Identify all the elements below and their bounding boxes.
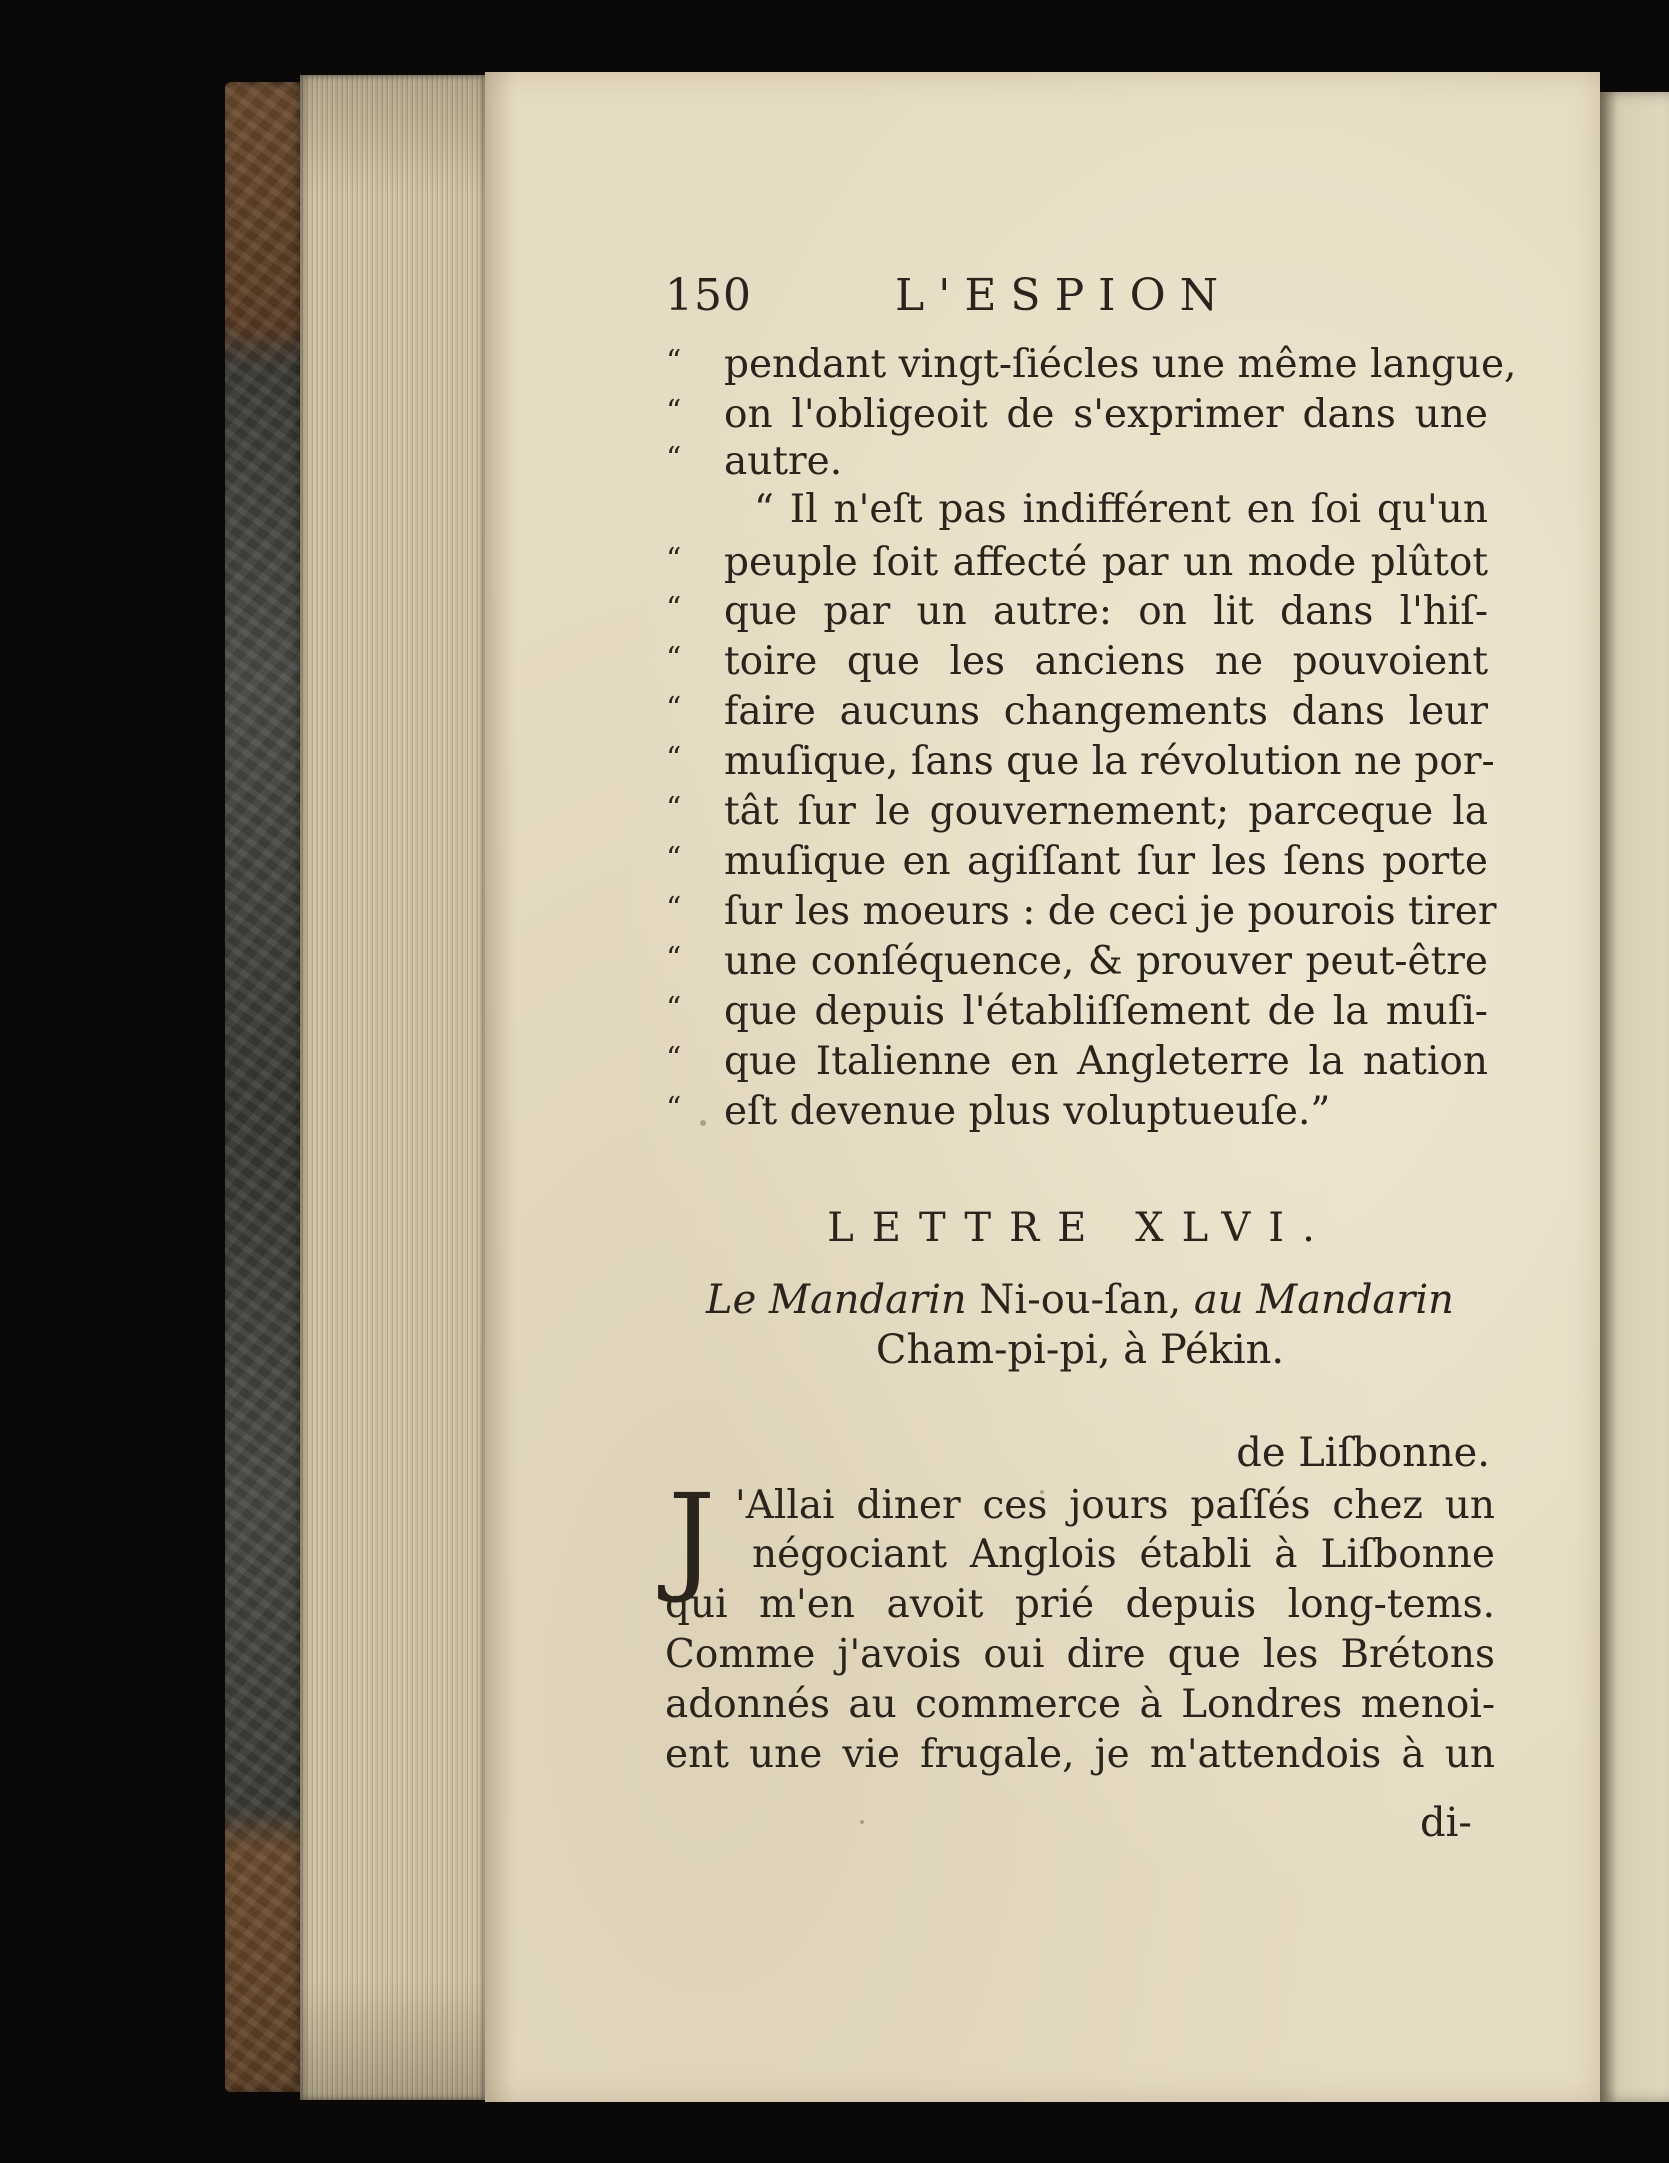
recipient-line: Cham-pi-pi, à Pékin. xyxy=(875,1327,1285,1373)
quote-text: on l'obligeoit de s'exprimer dans une xyxy=(724,392,1488,437)
quote-line xyxy=(666,1035,1494,1085)
quote-line xyxy=(666,735,1494,785)
quote-mark: “ xyxy=(666,441,682,476)
quote-line xyxy=(666,685,1494,735)
addressee-line xyxy=(665,1275,1495,1325)
quote-mark: “ xyxy=(666,641,682,676)
quote-text: “ Il n'eſt pas indifférent en ſoi qu'un xyxy=(754,487,1488,532)
quote-text: que Italienne en Angleterre la nation xyxy=(724,1039,1488,1084)
body-line: 'Allai diner ces jours paſſés chez un xyxy=(735,1483,1495,1528)
quote-mark: “ xyxy=(666,991,682,1026)
letter-place: de Liſbonne. xyxy=(1236,1430,1490,1476)
page-header xyxy=(665,270,1285,330)
body-line: ent une vie frugale, je m'attendois à un xyxy=(665,1732,1495,1777)
quote-line xyxy=(666,785,1494,835)
quote-text: tât ſur le gouvernement; parceque la xyxy=(724,789,1488,834)
sender-name: Ni-ou-ſan, xyxy=(966,1277,1194,1323)
quote-text: peuple ſoit affecté par un mode plûtot xyxy=(724,540,1488,585)
ink-speck xyxy=(860,1820,864,1824)
quote-line xyxy=(666,985,1494,1035)
letter-title: LETTRE XLVI. xyxy=(827,1205,1333,1251)
quote-line xyxy=(666,635,1494,685)
quote-text: eſt devenue plus voluptueuſe.” xyxy=(724,1089,1331,1134)
quote-line xyxy=(666,338,1517,388)
addressee-title: Le Mandarin xyxy=(706,1277,967,1323)
quote-line xyxy=(666,1085,1494,1135)
quote-line xyxy=(666,536,1494,586)
quote-mark: “ xyxy=(666,841,682,876)
quote-mark: “ xyxy=(666,941,682,976)
body-line: qui m'en avoit prié depuis long-tems. xyxy=(665,1582,1495,1627)
body-line: négociant Anglois établi à Liſbonne xyxy=(752,1532,1495,1577)
quote-line xyxy=(666,835,1494,885)
quote-line xyxy=(666,935,1494,985)
quote-text: autre. xyxy=(724,439,843,484)
quote-line xyxy=(666,585,1494,635)
drop-cap: J xyxy=(668,1468,716,1606)
quote-text: une conſéquence, & prouver peut-être xyxy=(724,939,1488,984)
quote-mark: “ xyxy=(666,791,682,826)
running-head: L'ESPION xyxy=(895,270,1233,321)
ink-speck xyxy=(1040,1490,1044,1494)
catchword: di- xyxy=(1420,1800,1472,1846)
quote-text: muſique, ſans que la révolution ne por- xyxy=(724,739,1495,784)
quote-mark: “ xyxy=(666,891,682,926)
recipient-title: au Mandarin xyxy=(1193,1277,1454,1323)
quote-text: que depuis l'établiſſement de la muſi- xyxy=(724,989,1488,1034)
quote-text: pendant vingt-ſiécles une même langue, xyxy=(724,342,1517,387)
body-line: Comme j'avois oui dire que les Brétons xyxy=(665,1632,1495,1677)
quote-text: ſur les moeurs : de ceci je pourois tirer xyxy=(724,889,1497,934)
quote-mark: “ xyxy=(666,542,682,577)
quote-mark: “ xyxy=(666,741,682,776)
quote-mark: “ xyxy=(666,1041,682,1076)
quote-mark: “ xyxy=(666,591,682,626)
body-line: adonnés au commerce à Londres menoi- xyxy=(665,1682,1495,1727)
quote-line xyxy=(666,885,1497,935)
quote-line xyxy=(666,435,1494,485)
quote-mark: “ xyxy=(666,1091,682,1126)
quote-text: que par un autre: on lit dans l'hiſ- xyxy=(724,589,1488,634)
quote-line xyxy=(666,486,1494,536)
page-number: 150 xyxy=(665,270,752,321)
quote-line xyxy=(666,388,1494,438)
quote-mark: “ xyxy=(666,344,682,379)
quote-text: muſique en agiſſant ſur les ſens porte xyxy=(724,839,1488,884)
quote-text: faire aucuns changements dans leur xyxy=(724,689,1488,734)
quote-mark: “ xyxy=(666,691,682,726)
ink-speck xyxy=(700,1120,706,1126)
quote-mark: “ xyxy=(666,394,682,429)
quote-text: toire que les anciens ne pouvoient xyxy=(724,639,1488,684)
